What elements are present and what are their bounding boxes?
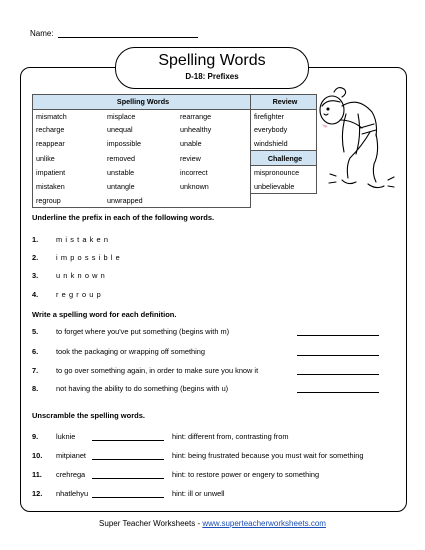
page-title: Spelling Words <box>158 52 266 69</box>
word-cell <box>177 194 251 208</box>
hint-text: hint: ill or unwell <box>172 489 225 498</box>
challenge-header: Challenge <box>251 151 317 166</box>
scrambled-word: nhatlehyu <box>56 489 89 498</box>
word-table <box>32 94 317 208</box>
word-cell: removed <box>107 153 135 163</box>
prefix-item <box>32 253 123 262</box>
unscramble-item <box>32 470 85 479</box>
prefix-word[interactable]: regroup <box>56 290 104 299</box>
section2-instructions: Write a spelling word for each definition. <box>32 310 177 319</box>
word-cell: incorrect <box>180 168 208 178</box>
hint-text: hint: being frustrated because you must wait for something <box>172 451 364 460</box>
section3-instructions: Unscramble the spelling words. <box>32 411 145 420</box>
answer-line[interactable] <box>92 497 164 498</box>
word-cell: unable <box>180 139 202 149</box>
item-number: 2. <box>32 253 39 262</box>
word-cell: review <box>180 153 201 163</box>
prefix-item <box>32 235 111 244</box>
prefix-word[interactable]: unknown <box>56 271 108 280</box>
challenge-cell: mispronounce <box>251 165 317 179</box>
definition-text: not having the ability to do something (begins with u) <box>56 384 229 393</box>
tired-kid-illustration <box>312 84 398 200</box>
prefix-word[interactable]: impossible <box>56 253 123 262</box>
item-number: 7. <box>32 366 39 375</box>
spelling-words-header: Spelling Words <box>33 95 251 110</box>
word-cell: impatient <box>33 165 105 179</box>
word-cell: recharge <box>33 123 105 137</box>
answer-line[interactable] <box>297 335 379 336</box>
word-cell: impossible <box>107 139 141 149</box>
word-cell: misplace <box>107 111 136 121</box>
word-cell: regroup <box>33 194 105 208</box>
review-cell: everybody <box>251 123 317 137</box>
item-number: 5. <box>32 327 39 336</box>
item-number: 9. <box>32 432 39 441</box>
name-line[interactable] <box>58 28 198 38</box>
word-cell: untangle <box>107 182 135 192</box>
definition-item <box>32 366 258 375</box>
answer-line[interactable] <box>92 459 164 460</box>
review-cell: firefighter <box>251 109 317 123</box>
answer-line[interactable] <box>297 374 379 375</box>
review-header: Review <box>251 95 317 110</box>
footer-text: Super Teacher Worksheets - <box>99 519 203 528</box>
challenge-cell: unbelievable <box>251 180 317 194</box>
answer-line[interactable] <box>92 440 164 441</box>
scrambled-word: luknie <box>56 432 76 441</box>
answer-line[interactable] <box>297 392 379 393</box>
item-number: 6. <box>32 347 39 356</box>
prefix-item <box>32 290 104 299</box>
unscramble-item <box>32 489 88 498</box>
definition-item <box>32 327 229 336</box>
answer-line[interactable] <box>92 478 164 479</box>
item-number: 8. <box>32 384 39 393</box>
definition-text: to forget where you've put something (begins with m) <box>56 327 230 336</box>
definition-item <box>32 384 228 393</box>
unscramble-item <box>32 432 75 441</box>
word-cell: rearrange <box>180 111 212 121</box>
word-cell: mismatch <box>33 109 105 123</box>
hint-text: hint: different from, contrasting from <box>172 432 289 441</box>
definition-item <box>32 347 205 356</box>
page-subtitle: D-18: Prefixes <box>185 72 239 81</box>
word-cell: unequal <box>107 125 133 135</box>
prefix-item <box>32 271 108 280</box>
title-banner <box>115 47 309 89</box>
item-number: 12. <box>32 489 43 498</box>
prefix-word[interactable]: mistaken <box>56 235 112 244</box>
item-number: 3. <box>32 271 39 280</box>
item-number: 1. <box>32 235 39 244</box>
definition-text: to go over something again, in order to make sure you know it <box>56 366 259 375</box>
definition-text: took the packaging or wrapping off something <box>56 347 206 356</box>
answer-line[interactable] <box>297 355 379 356</box>
scrambled-word: crehrega <box>56 470 86 479</box>
item-number: 11. <box>32 470 42 479</box>
word-cell: unhealthy <box>180 125 212 135</box>
name-label: Name: <box>30 29 54 38</box>
section1-instructions: Underline the prefix in each of the following words. <box>32 213 215 222</box>
word-cell: unknown <box>180 182 209 192</box>
item-number: 4. <box>32 290 39 299</box>
review-cell: windshield <box>251 137 317 151</box>
word-cell: unlike <box>33 151 105 166</box>
unscramble-item <box>32 451 86 460</box>
word-cell: reappear <box>33 137 105 151</box>
word-cell: mistaken <box>33 180 105 194</box>
footer-link[interactable]: www.superteacherworksheets.com <box>202 519 326 528</box>
scrambled-word: mitpianet <box>56 451 86 460</box>
hint-text: hint: to restore power or engery to something <box>172 470 320 479</box>
word-cell: unwrapped <box>104 194 177 208</box>
name-field <box>30 28 198 38</box>
footer <box>0 519 425 528</box>
item-number: 10. <box>32 451 43 460</box>
word-cell: unstable <box>107 168 135 178</box>
